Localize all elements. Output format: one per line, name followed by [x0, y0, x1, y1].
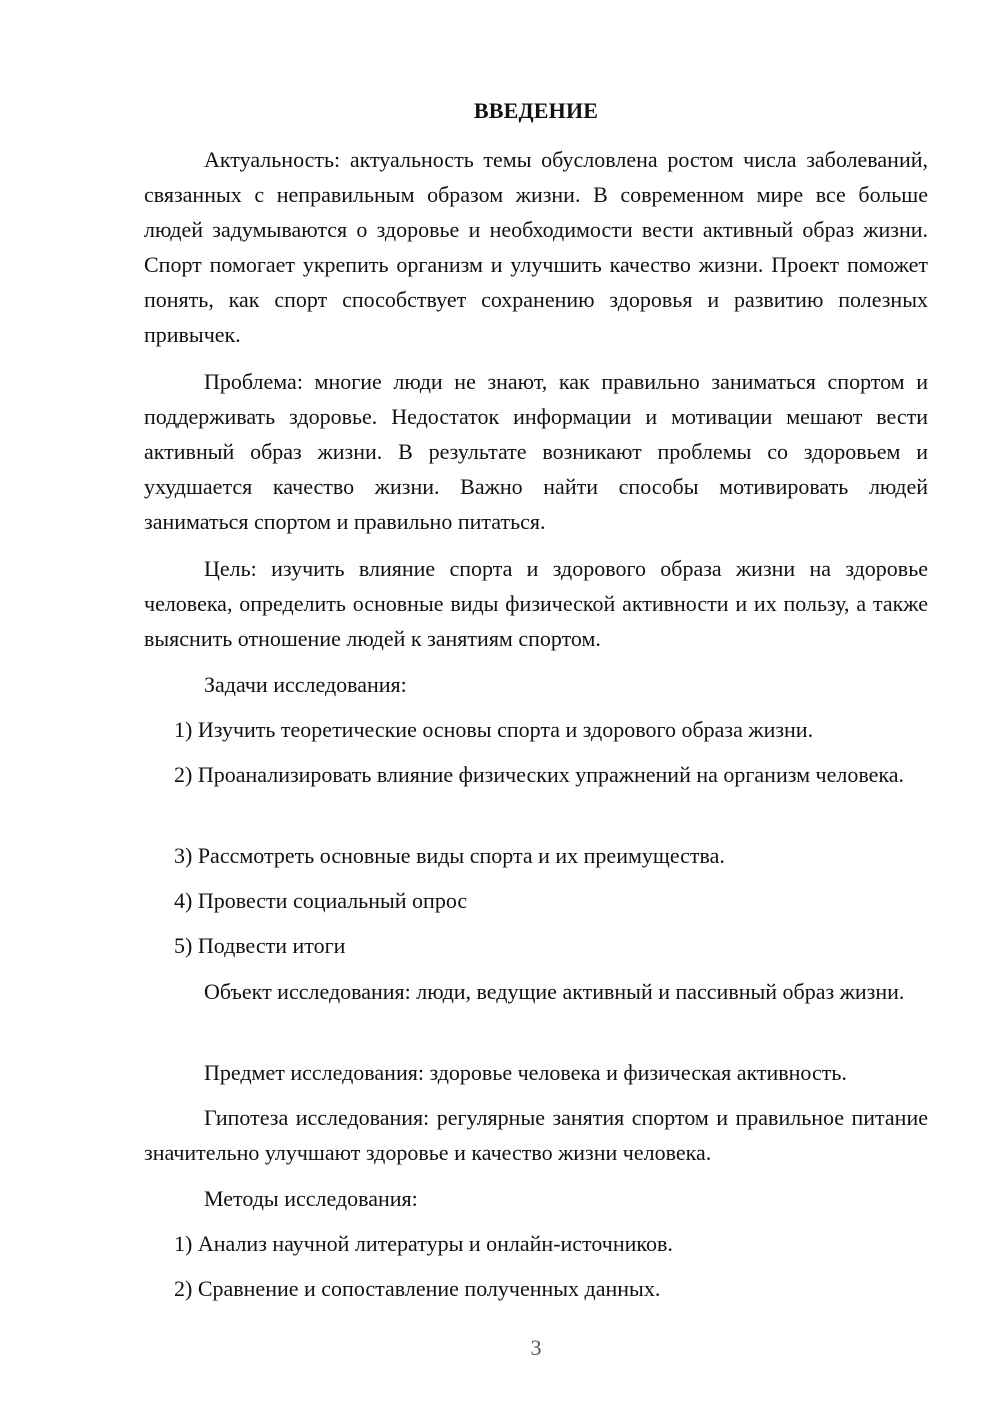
methods-heading: Методы исследования:	[204, 1186, 418, 1211]
object-paragraph: Объект исследования: люди, ведущие активный и пассивный образ жизни.	[204, 979, 905, 1004]
tasks-heading: Задачи исследования:	[204, 672, 407, 697]
task-item-4: 4) Провести социальный опрос	[174, 888, 468, 913]
problem-paragraph: Проблема: многие люди не знают, как правильно заниматься спортом и поддерживать здоровье. Недостаток информации и мотивации мешают вести активный образ жизни. В результате возникают проблемы со здоровьем и ухудшается качество жизни. Важно найти способы мотивировать людей заниматься спортом и правильно питаться.	[144, 369, 928, 534]
task-item-2: 2) Проанализировать влияние физических упражнений на организм человека.	[174, 762, 904, 787]
task-item-1: 1) Изучить теоретические основы спорта и здорового образа жизни.	[174, 717, 814, 742]
page-title: ВВЕДЕНИЕ	[473, 98, 599, 123]
goal-paragraph: Цель: изучить влияние спорта и здорового образа жизни на здоровье человека, определить основные виды физической активности и их пользу, а также выяснить отношение людей к занятиям спортом.	[144, 556, 928, 651]
relevance-paragraph: Актуальность: актуальность темы обусловлена ростом числа заболеваний, связанных с неправильным образом жизни. В современном мире все больше людей задумываются о здоровье и необходимости вести активный образ жизни. Спорт помогает укрепить организм и улучшить качество жизни. Проект поможет понять, как спорт способствует сохранению здоровья и развитию полезных привычек.	[144, 147, 928, 347]
task-item-3: 3) Рассмотреть основные виды спорта и их преимущества.	[174, 843, 725, 868]
task-item-5: 5) Подвести итоги	[174, 933, 346, 958]
subject-paragraph: Предмет исследования: здоровье человека и физическая активность.	[204, 1060, 847, 1085]
page-number: 3	[530, 1335, 542, 1360]
method-item-1: 1) Анализ научной литературы и онлайн-источников.	[174, 1231, 673, 1256]
hypothesis-paragraph: Гипотеза исследования: регулярные занятия спортом и правильное питание значительно улучшают здоровье и качество жизни человека.	[144, 1105, 928, 1165]
method-item-2: 2) Сравнение и сопоставление полученных данных.	[174, 1276, 661, 1301]
